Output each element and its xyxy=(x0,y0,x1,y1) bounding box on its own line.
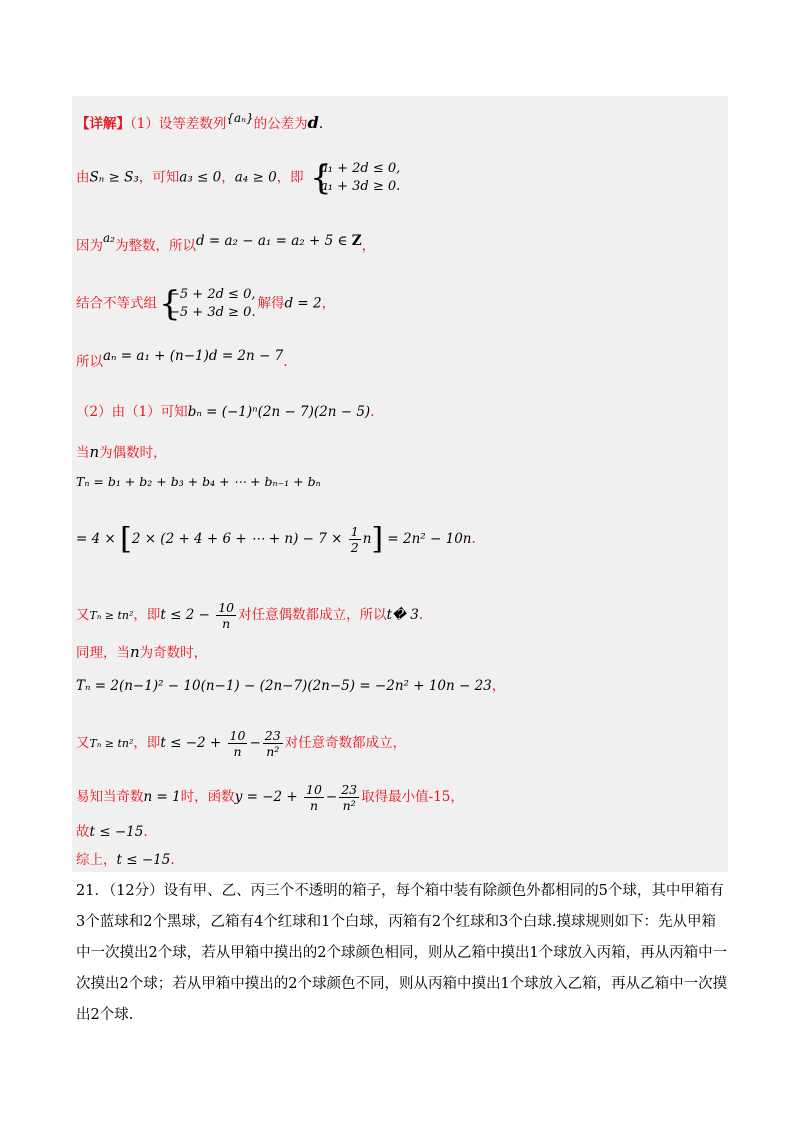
min-n: n = 1 xyxy=(143,789,181,805)
odd-ineq1: Tₙ ≥ tn² xyxy=(89,737,134,750)
solution-line-7 xyxy=(76,442,167,463)
even-result: t� 3 xyxy=(386,607,419,623)
step1-prefix: 由 xyxy=(76,169,90,186)
step2-mid: 为整数，所以 xyxy=(114,238,196,254)
step4-eq: aₙ = a₁ + (n−1)d = 2n − 7 xyxy=(103,348,284,364)
frac-den: 2 xyxy=(350,540,359,555)
part1-intro-text2: 的公差为 xyxy=(253,116,308,132)
solution-line-16: 综上，t ≤ −15. xyxy=(76,852,175,868)
detail-tag: 【详解】 xyxy=(76,116,130,132)
solution-line-6: （2）由（1）可知bₙ = (−1)ⁿ(2n − 7)(2n − 5). xyxy=(76,404,375,420)
step1-cond: Sₙ ≥ S₃ xyxy=(89,169,139,186)
even-ineq2: t ≤ 2 − xyxy=(160,607,215,623)
solution-line-4: 结合不等式组 { −5 + 2d ≤ 0, −5 + 3d ≥ 0. 解得d = 2， xyxy=(76,284,336,324)
solution-line-1: 【详解】（1）设等差数列{aₙ}的公差为d. xyxy=(76,111,324,132)
step1-a3: a₃ ≤ 0 xyxy=(179,169,222,186)
tn-eq-part-b: 2 × (2 + 4 + 6 + ⋯ + n) − 7 × xyxy=(131,531,347,547)
final-result: t ≤ −15 xyxy=(116,852,171,868)
step1-mid: ，可知 xyxy=(138,169,180,186)
fraction-23-n2 xyxy=(263,728,283,759)
odd-var: n xyxy=(130,643,140,661)
odd-ineq2: t ≤ −2 + xyxy=(160,735,226,751)
frac-den: n² xyxy=(342,798,356,813)
solution-line-10: 又Tₙ ≥ tn²，即t ≤ 2 − $\frac{10}{n}$ 对任意偶数都成立，所以t� 3. xyxy=(76,600,424,631)
tn-eq-part-a: = 4 × xyxy=(76,531,121,547)
part2-eq: bₙ = (−1)ⁿ(2n − 7)(2n − 5) xyxy=(187,404,371,420)
inequality-system-2: { −5 + 2d ≤ 0, −5 + 3d ≥ 0. xyxy=(159,284,256,324)
even-ineq-prefix: 又 xyxy=(76,607,90,623)
fraction-10-n xyxy=(216,600,236,631)
step2-eq: d = a₂ − a₁ = a₂ + 5 ∈ xyxy=(195,233,352,249)
common-difference-var: d xyxy=(307,113,319,132)
frac-den: n xyxy=(222,616,231,631)
min-suffix: 取得最小值-15， xyxy=(361,789,464,805)
even-suffix: 为偶数时， xyxy=(99,445,167,461)
odd-prefix: 同理，当 xyxy=(76,645,130,661)
frac-num: 1 xyxy=(350,524,359,539)
even-ineq-suffix: 对任意偶数都成立，所以 xyxy=(238,607,387,623)
fraction-10-n xyxy=(304,782,324,813)
frac-num: 23 xyxy=(341,782,358,797)
frac-den: n xyxy=(233,744,242,759)
step1-a4: a₄ ≥ 0 xyxy=(234,169,277,186)
odd-ineq-suffix: 对任意奇数都成立， xyxy=(284,735,407,751)
step4-prefix: 所以 xyxy=(76,354,103,370)
inequality-system-1: { a₁ + 2d ≤ 0, a₁ + 3d ≥ 0. xyxy=(309,158,401,198)
solution-line-15: 故t ≤ −15. xyxy=(76,824,148,840)
sys2-row2: −5 + 3d ≥ 0. xyxy=(169,305,256,320)
solution-line-9: = 4 × [2 × (2 + 4 + 6 + ⋯ + n) − 7 × $\frac{1}{2}$ n] = 2n² − 10n. xyxy=(76,521,476,557)
odd-suffix: 为奇数时， xyxy=(139,645,208,661)
tn-eq-part-d: = 2n² − 10n xyxy=(383,531,472,547)
even-ineq1: Tₙ ≥ tn² xyxy=(89,609,134,622)
step3-result: d = 2 xyxy=(284,295,322,312)
part2-prefix: （2）由（1）可知 xyxy=(76,404,188,420)
sys2-row1: −5 + 2d ≤ 0, xyxy=(169,287,256,302)
step1-then: ，即 xyxy=(276,169,304,186)
fraction-23-n2 xyxy=(339,782,359,813)
solution-line-2: 由Sₙ ≥ S₃，可知a₃ ≤ 0，a₄ ≥ 0，即 { a₁ + 2d ≤ 0, a₁ + 3d ≥ 0. xyxy=(76,158,401,198)
step2-prefix: 因为 xyxy=(76,238,103,254)
fraction-one-half xyxy=(349,524,361,555)
min-y: y = −2 + xyxy=(234,789,303,805)
step3-prefix: 结合不等式组 xyxy=(76,295,157,312)
part1-intro-text: （1）设等差数列 xyxy=(130,116,227,132)
solution-line-13: 又Tₙ ≥ tn²，即t ≤ −2 + $\frac{10}{n}$ − $\frac{23}{\text{n²}}$ 对任意奇数都成立， xyxy=(76,728,407,759)
fraction-10-n xyxy=(228,728,248,759)
solution-line-5: 所以aₙ = a₁ + (n−1)d = 2n − 7. xyxy=(76,348,288,370)
tn-eq-part-c: n xyxy=(362,531,372,547)
even-ineq-then: ，即 xyxy=(133,607,161,623)
solution-line-11 xyxy=(76,642,207,663)
sys1-row2: a₁ + 3d ≥ 0. xyxy=(319,179,401,194)
sequence-symbol: {aₙ} xyxy=(226,111,254,125)
solution-line-8 xyxy=(76,472,321,492)
so-prefix: 故 xyxy=(76,824,90,840)
frac-num: 23 xyxy=(264,728,281,743)
even-prefix: 当 xyxy=(76,445,90,461)
integer-set: Z xyxy=(351,233,362,249)
odd-ineq-prefix: 又 xyxy=(76,735,90,751)
solution-line-3: 因为a₂为整数，所以d = a₂ − a₁ = a₂ + 5 ∈ Z， xyxy=(76,231,376,254)
frac-num: 10 xyxy=(218,600,235,615)
frac-num: 10 xyxy=(229,728,246,743)
frac-den: n xyxy=(309,798,318,813)
tn-odd: Tₙ = 2(n−1)² − 10(n−1) − (2n−7)(2n−5) = −2n² + 10n − 23 xyxy=(76,678,492,694)
sys1-row1: a₁ + 2d ≤ 0, xyxy=(319,161,401,176)
min-mid: 时，函数 xyxy=(180,789,235,805)
tn-sum: Tₙ = b₁ + b₂ + b₃ + b₄ + ⋯ + bₙ₋₁ + bₙ xyxy=(76,474,321,489)
problem-21-text: 21．（12分）设有甲、乙、丙三个不透明的箱子，每个箱中装有除颜色外都相同的5个球，其中甲箱有3个蓝球和2个黑球，乙箱有4个红球和1个白球，丙箱有2个红球和3个白球.摸球规则如下：先从甲箱中一次摸出2个球，若从甲箱中摸出的2个球颜色相同，则从乙箱中摸出1个球放入丙箱，再从丙箱中一次摸出2个球；若从甲箱中摸出的2个球颜色不同，则从丙箱中摸出1个球放入乙箱，再从乙箱中一次摸出2个球. xyxy=(76,883,728,1023)
final-prefix: 综上， xyxy=(76,852,117,868)
frac-den: n² xyxy=(266,744,280,759)
step3-mid: 解得 xyxy=(257,295,285,312)
step2-var: a₂ xyxy=(103,231,115,245)
solution-line-14: 易知当奇数n = 1时，函数y = −2 + $\frac{10}{n}$ − $\frac{23}{\text{n²}}$ 取得最小值-15， xyxy=(76,782,464,813)
so-result: t ≤ −15 xyxy=(89,824,144,840)
solution-line-12: Tₙ = 2(n−1)² − 10(n−1) − (2n−7)(2n−5) = −2n² + 10n − 23， xyxy=(76,678,506,694)
frac-num: 10 xyxy=(306,782,322,797)
odd-ineq-then: ，即 xyxy=(133,735,161,751)
even-var: n xyxy=(89,443,100,461)
min-prefix: 易知当奇数 xyxy=(76,789,144,805)
